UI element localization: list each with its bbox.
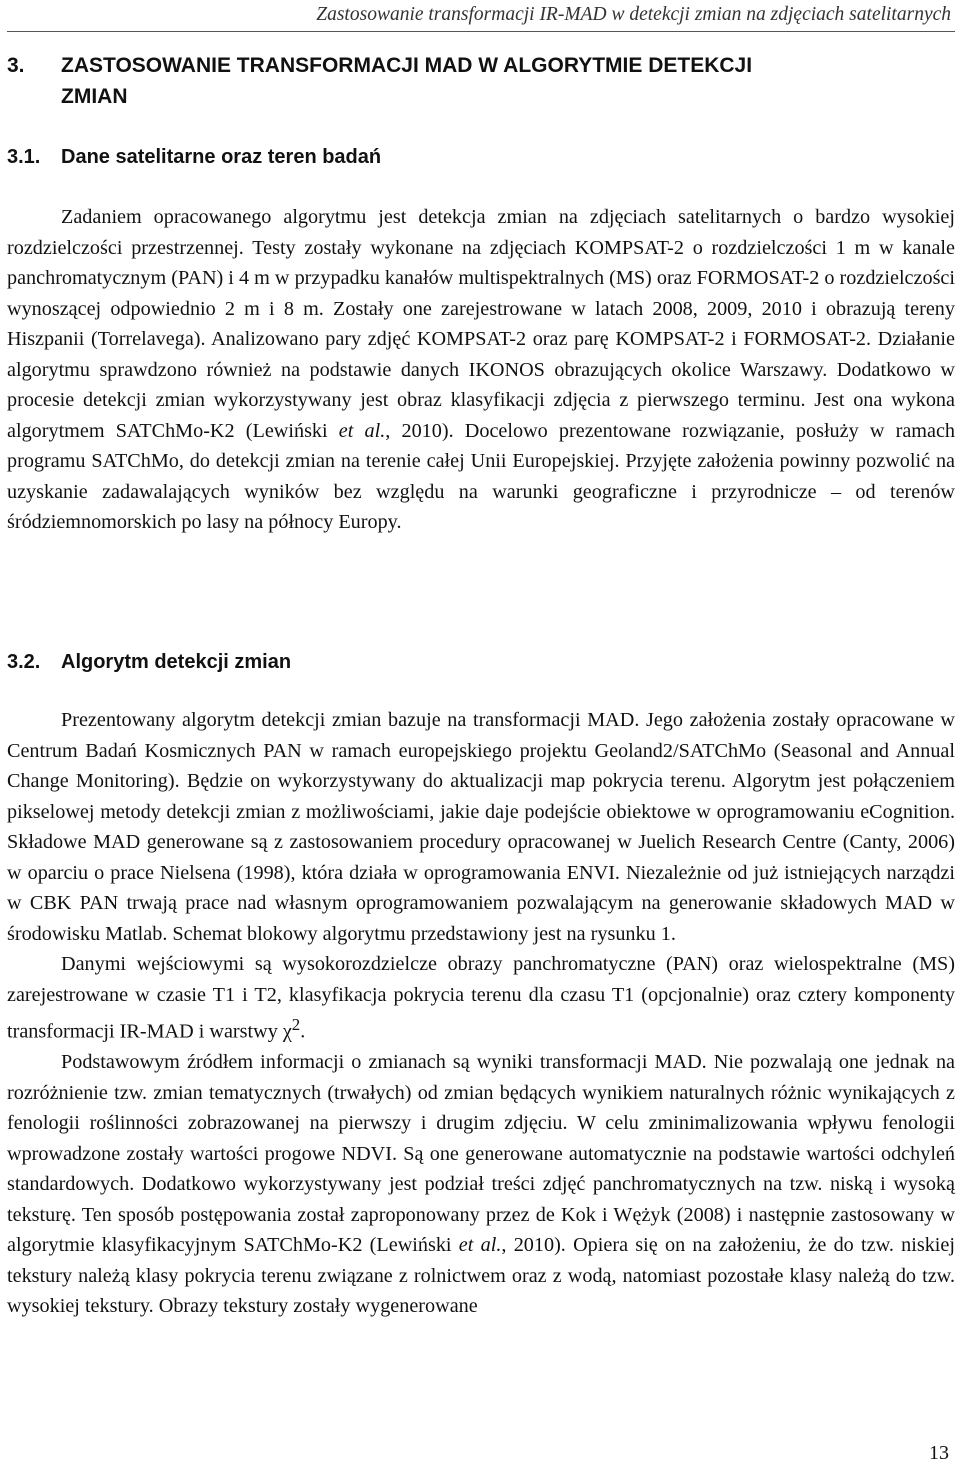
italic-et-al: et al. [338, 419, 386, 442]
paragraph-text: Danymi wejściowymi są wysokorozdzielcze obrazy panchromatyczne (PAN) oraz wielospektralne (MS) zarejestrowane w czasie T1 i T2, klasyfikacja pokrycia terenu dla czasu T1 (opcjonalnie) oraz cztery komponenty transformacji IR-MAD i warstwy χ [7, 953, 955, 1043]
page-number: 13 [929, 1442, 949, 1464]
paragraph-text: , 2010). Opiera się on na założeniu, że do tzw. niskiej tekstury należą klasy pokrycia terenu związane z rolnictwem oraz z wodą, natomiast pozostałe klasy należą do tzw. wysokiej tekstury. Obrazy tekstury zostały wygenerowane [7, 1234, 955, 1318]
section-heading-3-2 [7, 648, 955, 676]
chapter-title-line-2: ZMIAN [61, 85, 128, 108]
paragraph-text: , 2010). Docelowo prezentowane rozwiązanie, posłuży w ramach programu SATChMo, do detekcji zmian na terenie całej Unii Europejskiej. Przyjęte założenia powinny pozwolić na uzyskanie zadawalających wyników bez względu na warunki geograficzne i przyrodnicze – od terenów śródziemnomorskich po lasy na północy Europy. [7, 419, 956, 533]
section-number: 3.2. [7, 651, 41, 673]
section-heading-3-1 [7, 143, 955, 171]
italic-et-al: et al. [458, 1234, 502, 1257]
paragraph-text: Podstawowym źródłem informacji o zmianach są wyniki transformacji MAD. Nie pozwalają one jednak na rozróżnienie tzw. zmian tematycznych (trwałych) od zmian będących wynikiem naturalnych różnic wynikających z fenologii roślinności zobrazowanej na pierwszy i drugim zdjęciu. W celu zminimalizowania wpływu fenologii wprowadzone zostały wartości progowe NDVI. Są one generowane automatycznie na podstawie wartości odchyleń standardowych. Dodatkowo wykorzystywany jest podział treści zdjęć panchromatycznych na tzw. niską i wysoką teksturę. Ten sposób postępowania został zaproponowany przez de Kok i Wężyk (2008) i następnie zastosowany w algorytmie klasyfikacyjnym SATChMo-K2 (Lewiński [7, 1051, 955, 1257]
paragraph-text: . [300, 1020, 306, 1043]
paragraph [7, 949, 955, 1047]
paragraph: Prezentowany algorytm detekcji zmian bazuje na transformacji MAD. Jego założenia zostały opracowane w Centrum Badań Kosmicznych PAN w ramach europejskiego projektu Geoland2/SATChMo (Seasonal and Annual Change Monitoring). Będzie on wykorzystywany do aktualizacji map pokrycia terenu. Algorytm jest połączeniem pikselowej metody detekcji zmian z możliwościami, jakie daje podejście obiektowe w oprogramowaniu eCognition. Składowe MAD generowane są z zastosowaniem procedury opracowanej w Juelich Research Centre (Canty, 2006) w oparciu o prace Nielsena (1998), która działa w oprogramowania ENVI. Niezależnie od już istniejących narządzi w CBK PAN trwają prace nad własnym oprogramowaniem pozwalającym na generowanie składowych MAD w środowisku Matlab. Schemat blokowy algorytmu przedstawiony jest na rysunku 1. [7, 709, 955, 945]
paragraph [7, 202, 955, 538]
chapter-number: 3. [7, 54, 25, 77]
document-page [7, 0, 955, 1470]
section-number: 3.1. [7, 146, 41, 168]
section-title: Dane satelitarne oraz teren badań [61, 146, 382, 168]
chapter-heading [7, 50, 955, 112]
section-3-2-body [7, 705, 955, 1322]
section-title: Algorytm detekcji zmian [61, 651, 292, 673]
paragraph [7, 1047, 955, 1322]
running-header: Zastosowanie transformacji IR-MAD w detekcji zmian na zdjęciach satelitarnych [316, 4, 951, 25]
paragraph-text: Zadaniem opracowanego algorytmu jest detekcja zmian na zdjęciach satelitarnych o bardzo wysokiej rozdzielczości przestrzennej. Testy zostały wykonane na zdjęciach KOMPSAT-2 o rozdzielczości 1 m w kanale panchromatycznym (PAN) i 4 m w przypadku kanałów multispektralnych (MS) oraz FORMOSAT-2 o rozdzielczości wynoszącej odpowiednio 2 m i 8 m. Zostały one zarejestrowane w latach 2008, 2009, 2010 i obrazują tereny Hiszpanii (Torrelavega). Analizowano pary zdjęć KOMPSAT-2 oraz parę KOMPSAT-2 i FORMOSAT-2. Działanie algorytmu sprawdzono również na podstawie danych IKONOS obrazujących okolice Warszawy. Dodatkowo w procesie detekcji zmian wykorzystywany jest obraz klasyfikacji zdjęcia z pierwszego terminu. Jest ona wykona algorytmem SATChMo-K2 (Lewiński [7, 206, 955, 442]
chapter-title-line-1: ZASTOSOWANIE TRANSFORMACJI MAD W ALGORYTMIE DETEKCJI [61, 54, 753, 77]
header-divider [7, 31, 955, 32]
section-3-1-body [7, 202, 955, 538]
superscript: 2 [291, 1015, 301, 1034]
